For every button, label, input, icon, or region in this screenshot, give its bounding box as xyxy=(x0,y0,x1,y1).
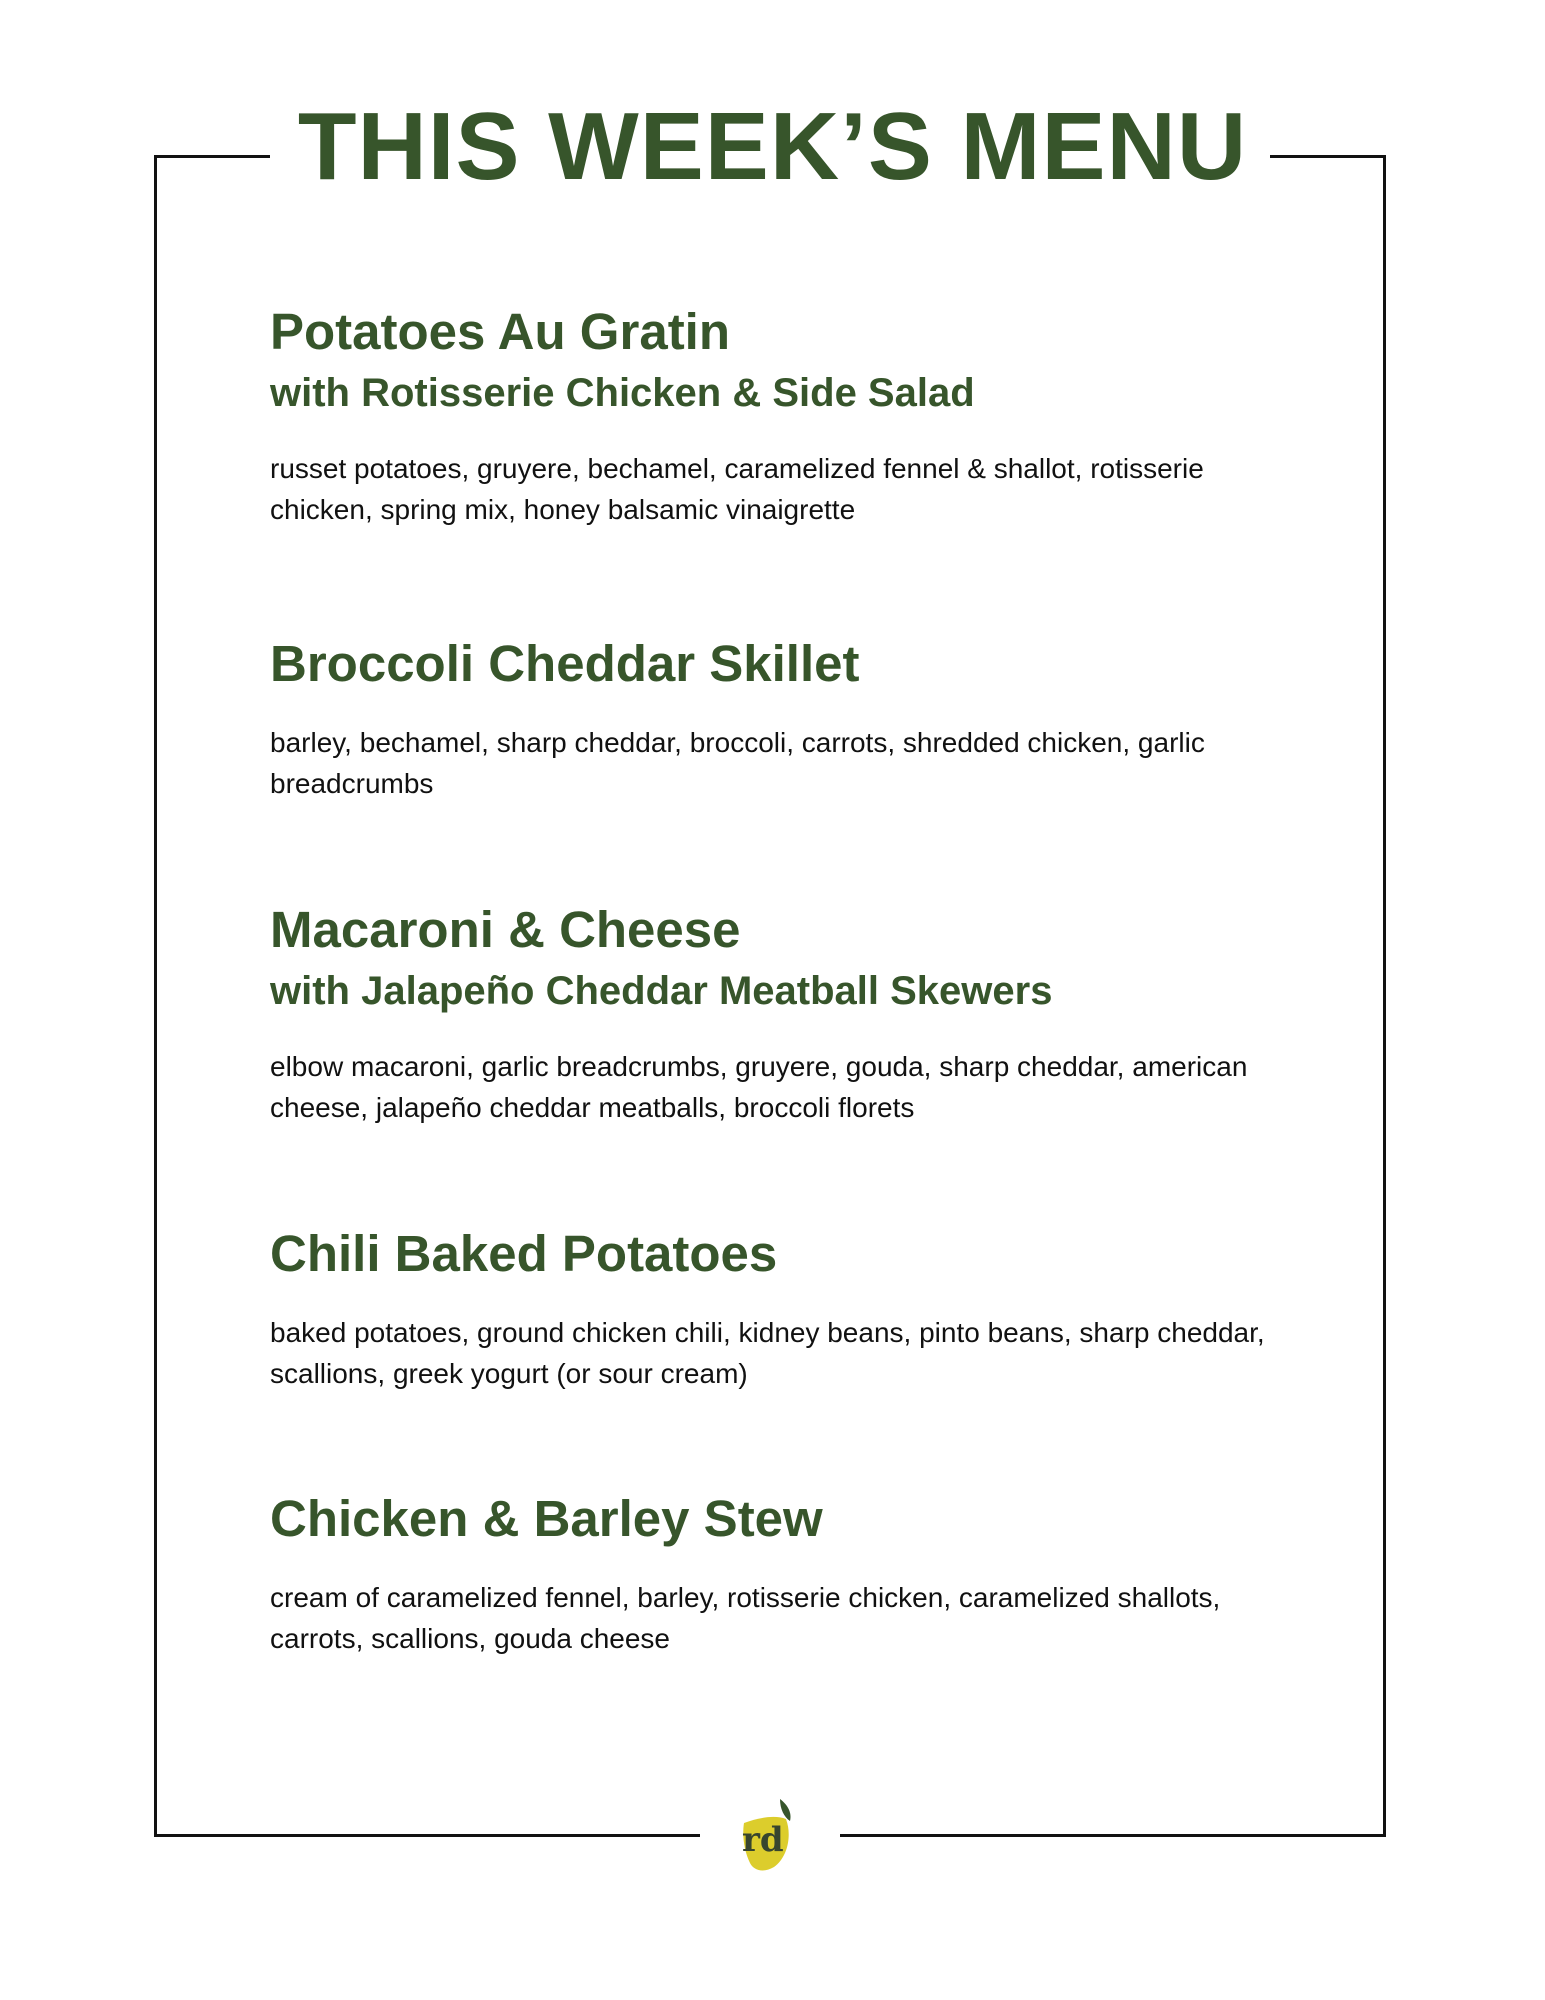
dish-name: Broccoli Cheddar Skillet xyxy=(270,635,860,692)
dish-name: Macaroni & Cheese xyxy=(270,901,741,958)
menu-item xyxy=(270,1487,1290,1659)
dish-name: Chili Baked Potatoes xyxy=(270,1225,778,1282)
dish-ingredients: baked potatoes, ground chicken chili, kidney beans, pinto beans, sharp cheddar, scallions, greek yogurt (or sour cream) xyxy=(270,1317,1265,1389)
dish-name: Potatoes Au Gratin xyxy=(270,303,730,360)
svg-text:rd: rd xyxy=(742,1820,784,1860)
dish-name: Chicken & Barley Stew xyxy=(270,1490,823,1547)
dish-subtitle: with Jalapeño Cheddar Meatball Skewers xyxy=(270,969,1053,1013)
menu-item xyxy=(270,898,1290,1128)
page-title: THIS WEEK’S MENU xyxy=(297,93,1248,200)
dish-subtitle: with Rotisserie Chicken & Side Salad xyxy=(270,371,975,415)
lemon-leaf-icon xyxy=(730,1795,800,1875)
dish-ingredients: cream of caramelized fennel, barley, rotisserie chicken, caramelized shallots, carrots, scallions, gouda cheese xyxy=(270,1582,1221,1654)
menu-item xyxy=(270,632,1290,804)
menu-item xyxy=(270,1222,1290,1394)
dish-ingredients: russet potatoes, gruyere, bechamel, caramelized fennel & shallot, rotisserie chicken, spring mix, honey balsamic vinaigrette xyxy=(270,453,1204,525)
dish-ingredients: barley, bechamel, sharp cheddar, broccoli, carrots, shredded chicken, garlic breadcrumbs xyxy=(270,727,1205,799)
dish-ingredients: elbow macaroni, garlic breadcrumbs, gruyere, gouda, sharp cheddar, american cheese, jalapeño cheddar meatballs, broccoli florets xyxy=(270,1051,1248,1123)
menu-item xyxy=(270,300,1290,530)
